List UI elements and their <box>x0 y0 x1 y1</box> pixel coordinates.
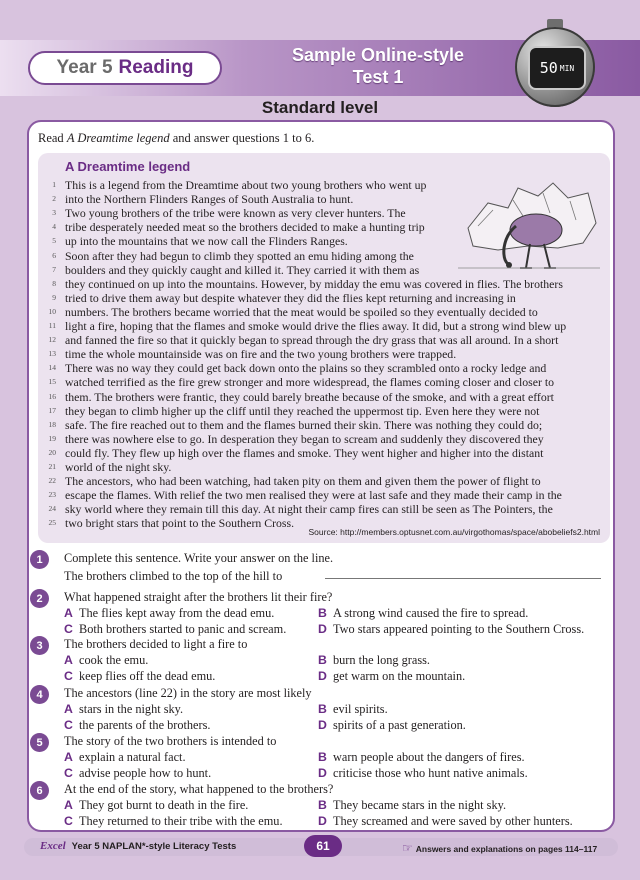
option-text: They returned to their tribe with the emu. <box>79 813 283 828</box>
line-number: 12 <box>48 335 56 345</box>
option-letter: C <box>64 717 73 732</box>
option-text: Both brothers started to panic and scream. <box>79 621 287 636</box>
option-text: keep flies off the dead emu. <box>79 668 216 683</box>
timer-value: 50 <box>539 59 558 77</box>
passage-source: Source: http://members.optusnet.com.au/virgothomas/space/abobeliefs2.html <box>308 527 600 537</box>
option-letter: A <box>64 798 73 812</box>
option-text: They screamed and were saved by other hunters. <box>333 813 573 828</box>
option-letter: B <box>318 798 327 812</box>
passage-line: The ancestors, who had been watching, had taken pity on them and given them the power of flight to <box>65 474 541 489</box>
subject-label: Reading <box>118 57 194 78</box>
question-text: What happened straight after the brothers lit their fire? <box>64 590 333 604</box>
question-prompt: The brothers climbed to the top of the hill to <box>64 569 283 583</box>
answer-option-a[interactable] <box>64 798 248 813</box>
answer-option-c[interactable] <box>64 669 215 684</box>
passage-line: two bright stars that point to the Southern Cross. <box>65 516 295 531</box>
question-number-badge: 6 <box>30 781 49 800</box>
line-number: 5 <box>52 236 56 246</box>
page-number: 61 <box>304 835 342 857</box>
line-number: 24 <box>48 504 56 514</box>
line-number: 16 <box>48 391 56 401</box>
option-text: They became stars in the night sky. <box>333 798 507 812</box>
option-text: spirits of a past generation. <box>333 717 466 732</box>
answer-option-c[interactable] <box>64 766 211 781</box>
option-letter: C <box>64 621 73 636</box>
line-number: 20 <box>48 447 56 457</box>
year-subject-label <box>28 51 222 85</box>
question-text: The brothers decided to light a fire to <box>64 637 248 651</box>
option-text: A strong wind caused the fire to spread. <box>333 606 529 620</box>
option-text: warn people about the dangers of fires. <box>333 750 525 764</box>
passage-line: into the Northern Flinders Ranges of South Australia to hunt. <box>65 192 354 207</box>
option-text: criticise those who hunt native animals. <box>333 765 528 780</box>
level-heading: Standard level <box>261 98 379 117</box>
line-number: 1 <box>52 180 56 189</box>
line-number: 18 <box>48 419 56 429</box>
answer-option-d[interactable] <box>318 814 573 829</box>
question-text: The ancestors (line 22) in the story are most likely <box>64 686 312 700</box>
line-number: 3 <box>52 208 56 218</box>
passage-line: could fly. They flew up high over the flames and smoke. They went higher and higher into the distant <box>65 445 544 460</box>
answer-option-c[interactable] <box>64 814 283 829</box>
option-letter: D <box>318 668 327 683</box>
line-number: 6 <box>52 250 56 260</box>
line-number: 10 <box>48 306 56 316</box>
timer-display <box>528 46 586 90</box>
line-number: 17 <box>48 405 56 415</box>
timer-unit: MIN <box>559 63 575 73</box>
test-title-line1: Sample Online-style <box>291 45 465 65</box>
year-label: Year 5 <box>56 57 113 78</box>
option-letter: A <box>64 653 73 667</box>
answer-option-a[interactable] <box>64 750 186 765</box>
line-number: 14 <box>48 363 56 373</box>
answer-option-a[interactable] <box>64 653 148 668</box>
line-number: 4 <box>52 222 56 232</box>
line-number: 22 <box>48 476 56 486</box>
answer-option-b[interactable] <box>318 606 528 621</box>
option-letter: A <box>64 750 73 764</box>
passage-line: This is a legend from the Dreamtime about two young brothers who went up <box>65 178 427 192</box>
answer-option-a[interactable] <box>64 606 274 621</box>
answer-option-c[interactable] <box>64 718 210 733</box>
passage-line: up into the mountains that we now call the Flinders Ranges. <box>65 234 348 249</box>
option-letter: C <box>64 813 73 828</box>
option-letter: A <box>64 702 73 716</box>
passage-line: and fanned the fire so that it quickly began to spread through the dry grass that was all around. In a short <box>65 333 559 348</box>
line-number: 15 <box>48 377 56 387</box>
line-number: 19 <box>48 433 56 443</box>
passage-line: tribe desperately needed meat so the brothers decided to make a hunting trip <box>65 220 425 235</box>
passage-line: escape the flames. With relief the two men realised they were at last safe and they made their camp in the <box>65 488 562 503</box>
question-number-badge: 2 <box>30 589 49 608</box>
passage-line: world of the night sky. <box>65 460 172 474</box>
option-letter: C <box>64 668 73 683</box>
option-text: They got burnt to death in the fire. <box>79 798 249 812</box>
question-text: The story of the two brothers is intended to <box>64 734 277 748</box>
option-text: Two stars appeared pointing to the Southern Cross. <box>333 621 585 636</box>
passage-line: them. The brothers were frantic, they could barely breathe because of the smoke, and with a great effort <box>65 389 554 404</box>
instruction-title: A Dreamtime legend <box>66 131 170 145</box>
question-number-badge: 1 <box>30 550 49 569</box>
answer-option-b[interactable] <box>318 750 525 765</box>
option-letter: D <box>318 813 327 828</box>
option-letter: B <box>318 606 327 620</box>
option-letter: D <box>318 717 327 732</box>
reading-instruction: Read A Dreamtime legend and answer questions 1 to 6. <box>38 131 315 145</box>
answer-option-c[interactable] <box>64 622 286 637</box>
option-text: The flies kept away from the dead emu. <box>79 606 275 620</box>
option-text: cook the emu. <box>79 653 149 667</box>
question-number-badge: 5 <box>30 733 49 752</box>
passage-line: numbers. The brothers became worried that the meat would be spoiled so they eventually decided to <box>65 304 538 319</box>
passage-line: there was nowhere else to go. In desperation they began to scream and suddenly they discovered they <box>65 431 544 446</box>
passage-line: Soon after they had begun to climb they spotted an emu hiding among the <box>65 248 414 263</box>
brand-logo: Excel <box>40 840 66 852</box>
test-title <box>268 44 488 88</box>
passage-line: tried to drive them away but despite whatever they did the flies kept returning and increasing in <box>65 290 516 305</box>
answers-note: ☞ Answers and explanations on pages 114–117 <box>402 841 598 855</box>
passage-line: boulders and they quickly caught and killed it. They carried it with them as <box>65 262 420 277</box>
test-title-line2: Test 1 <box>352 67 404 87</box>
footer-book-title: Excel Year 5 NAPLAN*-style Literacy Tests <box>40 840 237 852</box>
line-number: 23 <box>48 490 56 500</box>
question-number-badge: 3 <box>30 636 49 655</box>
question-number-badge: 4 <box>30 685 49 704</box>
passage-line: they began to climb higher up the cliff until they reached the uppermost tip. Even here they were not <box>65 403 540 418</box>
line-number: 13 <box>48 349 56 359</box>
option-letter: C <box>64 765 73 780</box>
answer-option-b[interactable] <box>318 702 388 717</box>
option-letter: A <box>64 606 73 620</box>
line-number: 7 <box>52 264 56 274</box>
passage-line: Two young brothers of the tribe were known as very clever hunters. The <box>65 206 406 221</box>
option-text: advise people how to hunt. <box>79 765 212 780</box>
passage-title: A Dreamtime legend <box>65 159 191 174</box>
emu-illustration-icon <box>458 168 600 276</box>
option-letter: D <box>318 621 327 636</box>
line-number: 21 <box>48 462 56 471</box>
option-text: stars in the night sky. <box>79 702 184 716</box>
line-number: 8 <box>52 278 56 288</box>
passage-line: time the whole mountainside was on fire and the two young brothers were trapped. <box>65 347 457 362</box>
answer-option-b[interactable] <box>318 798 506 813</box>
answer-option-b[interactable] <box>318 653 430 668</box>
option-text: the parents of the brothers. <box>79 717 211 732</box>
option-text: explain a natural fact. <box>79 750 186 764</box>
answer-option-d[interactable] <box>318 766 528 781</box>
option-letter: B <box>318 750 327 764</box>
line-number: 25 <box>48 518 56 528</box>
line-number: 9 <box>52 292 56 302</box>
answer-option-d[interactable] <box>318 669 465 684</box>
passage-line: sky world where they remain till this day. At night their camp fires can still be seen as The Pointers, the <box>65 502 553 517</box>
line-number: 11 <box>48 321 56 330</box>
option-letter: B <box>318 702 327 716</box>
option-text: burn the long grass. <box>333 653 430 667</box>
line-number: 2 <box>52 194 56 204</box>
answer-option-a[interactable] <box>64 702 183 717</box>
question-text: At the end of the story, what happened to the brothers? <box>64 782 334 796</box>
passage-line: light a fire, hoping that the flames and smoke would drive the flies away. It did, but a strong wind blew up <box>65 319 567 333</box>
pointing-hand-icon: ☞ <box>402 841 413 855</box>
option-letter: B <box>318 653 327 667</box>
passage-line: safe. The fire reached out to them and the flames burned their skin. There was nothing they could do; <box>65 417 543 432</box>
answer-option-d[interactable] <box>318 622 584 637</box>
question-text: Complete this sentence. Write your answer on the line. <box>64 551 334 565</box>
option-text: evil spirits. <box>333 702 388 716</box>
option-letter: D <box>318 765 327 780</box>
option-text: get warm on the mountain. <box>333 668 466 683</box>
passage-line: they continued on up into the mountains. However, by midday the emu was covered in flies. The brothers <box>65 276 563 291</box>
passage-line: There was no way they could get back down onto the plains so they scrambled onto a rocky ledge and <box>65 361 547 376</box>
answer-option-d[interactable] <box>318 718 466 733</box>
answer-input-line[interactable] <box>325 578 601 579</box>
passage-line: watched terrified as the fire grew stronger and more widespread, the flames coming closer and closer to <box>65 375 555 390</box>
